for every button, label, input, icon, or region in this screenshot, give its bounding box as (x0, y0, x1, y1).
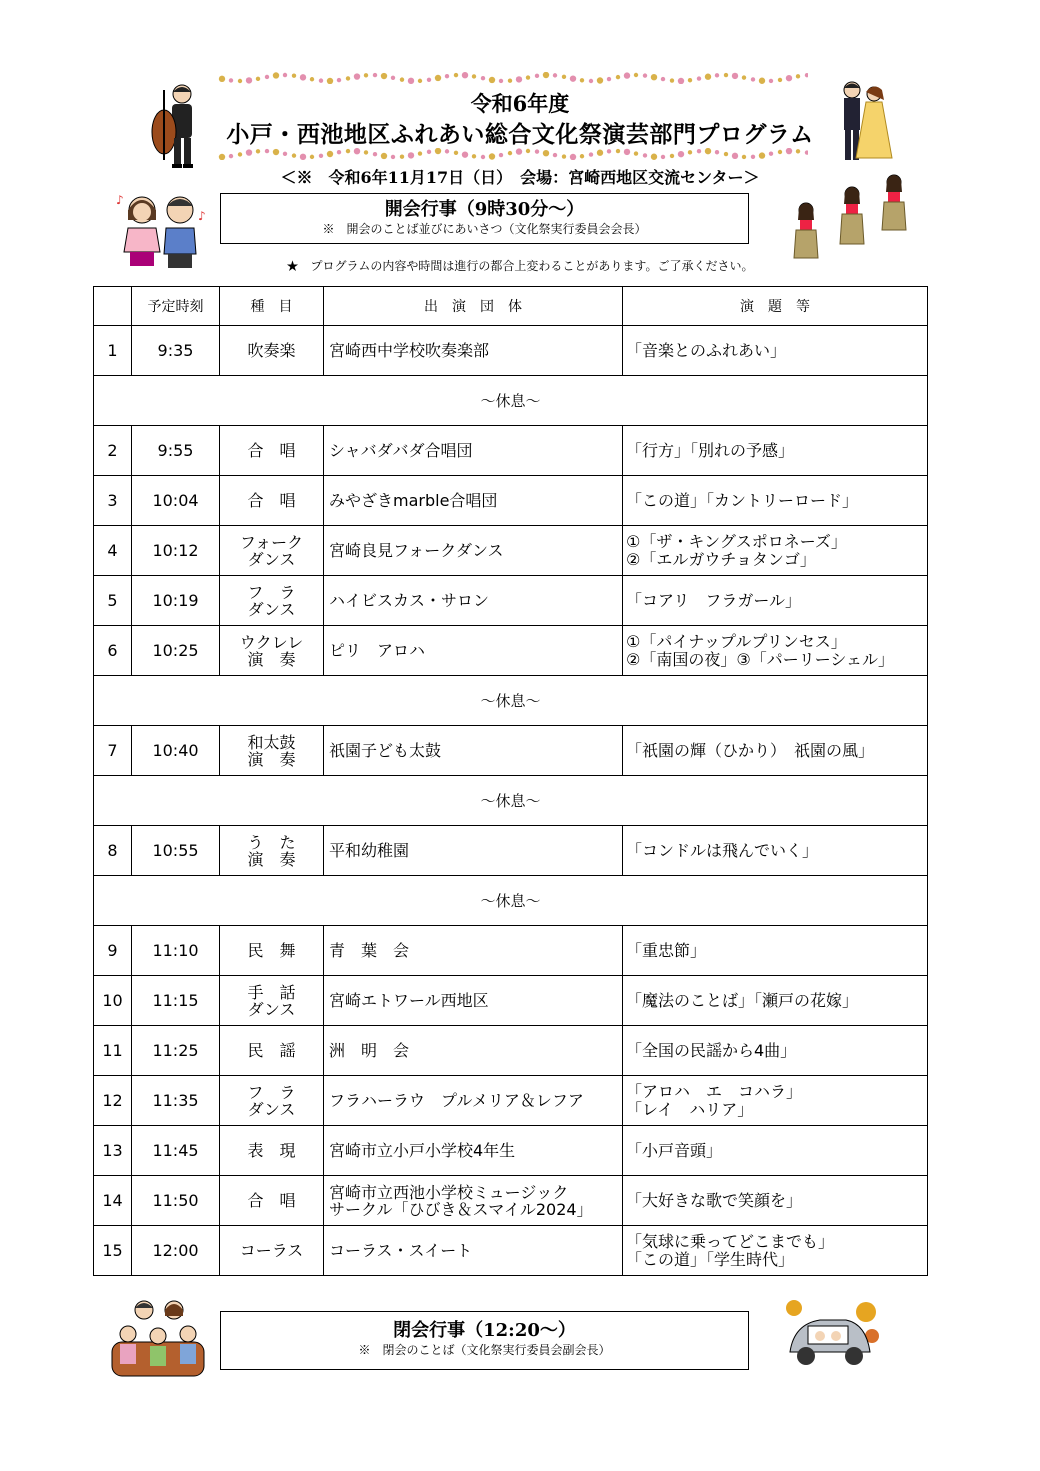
header-number (94, 287, 132, 326)
row-title (623, 526, 928, 576)
table-row (94, 476, 928, 526)
row-title-line: 「気球に乗ってどこまでも」 (626, 1231, 835, 1251)
row-title-line: ①「ザ・キングスポロネーズ」 (626, 531, 847, 551)
opening-title: 開会行事（9時30分～） (384, 199, 585, 220)
row-category (220, 726, 324, 776)
break-row (94, 776, 928, 826)
row-number: 13 (94, 1126, 132, 1176)
row-time: 11:50 (132, 1176, 220, 1226)
row-title-line: 「コアリ フラガール」 (626, 590, 802, 610)
table-row (94, 976, 928, 1026)
row-performer (324, 1076, 623, 1126)
cello-player-illustration (142, 80, 206, 172)
row-category-line: 吹奏楽 (247, 341, 296, 360)
row-time: 11:25 (132, 1026, 220, 1076)
row-number: 2 (94, 426, 132, 476)
row-category (220, 526, 324, 576)
row-title-line: 「重忠節」 (626, 940, 707, 960)
row-number: 9 (94, 926, 132, 976)
program-table (93, 286, 928, 1276)
row-category (220, 1076, 324, 1126)
car-autumn-illustration (780, 1296, 880, 1376)
row-title (623, 826, 928, 876)
row-performer (324, 826, 623, 876)
row-title (623, 1176, 928, 1226)
row-title-line: 「全国の民謡から4曲」 (626, 1040, 797, 1060)
row-category-line: フォーク (239, 532, 304, 552)
header-time: 予定時刻 (132, 287, 220, 326)
top-flower-garland (218, 72, 808, 84)
row-time: 9:55 (132, 426, 220, 476)
row-time: 10:12 (132, 526, 220, 576)
row-title (623, 976, 928, 1026)
row-category-line: 表 現 (247, 1141, 296, 1160)
row-category-line: 民 舞 (247, 941, 296, 960)
row-category-line: コーラス (239, 1241, 304, 1260)
row-performer (324, 476, 623, 526)
row-title (623, 926, 928, 976)
row-performer-line: みやざきmarble合唱団 (329, 491, 498, 510)
row-title-line: 「行方」「別れの予感」 (626, 440, 795, 460)
row-number: 11 (94, 1026, 132, 1076)
row-category (220, 1176, 324, 1226)
table-row (94, 926, 928, 976)
row-title-line: 「コンドルは飛んでいく」 (626, 840, 819, 860)
row-performer (324, 526, 623, 576)
row-number: 4 (94, 526, 132, 576)
row-category (220, 576, 324, 626)
row-number: 14 (94, 1176, 132, 1226)
table-row (94, 1176, 928, 1226)
title-year: 令和6年度 (470, 91, 570, 116)
row-performer-line: シャバダバダ合唱団 (329, 441, 473, 460)
row-time: 10:55 (132, 826, 220, 876)
hula-dancers-illustration (776, 168, 916, 268)
row-time: 11:15 (132, 976, 220, 1026)
row-category (220, 1026, 324, 1076)
row-title-line: 「この道」「学生時代」 (626, 1249, 795, 1269)
row-title-line: ②「エルガウチョタンゴ」 (626, 549, 816, 569)
row-category-line: 手 話 (247, 982, 296, 1002)
row-title-line: 「音楽とのふれあい」 (626, 340, 787, 360)
row-number: 8 (94, 826, 132, 876)
table-row (94, 1076, 928, 1126)
row-number: 5 (94, 576, 132, 626)
row-performer (324, 726, 623, 776)
row-performer (324, 926, 623, 976)
table-row (94, 526, 928, 576)
row-title-line: 「祇園の輝（ひかり） 祇園の風」 (626, 740, 875, 760)
header-performer: 出 演 団 体 (324, 287, 623, 326)
row-number: 1 (94, 326, 132, 376)
row-performer-line: 宮崎市立小戸小学校4年生 (329, 1141, 516, 1160)
row-time: 10:40 (132, 726, 220, 776)
closing-title: 閉会行事（12:20～） (393, 1320, 576, 1341)
row-time: 12:00 (132, 1226, 220, 1276)
row-title (623, 576, 928, 626)
row-category-line: ダンス (247, 599, 296, 619)
row-performer-line: サークル「ひびき＆スマイル2024」 (329, 1199, 593, 1219)
row-category-line: う た (247, 832, 296, 852)
row-title (623, 626, 928, 676)
row-performer (324, 1176, 623, 1226)
row-performer-line: 宮崎良見フォークダンス (329, 541, 504, 560)
row-number: 15 (94, 1226, 132, 1276)
row-title (623, 326, 928, 376)
row-category-line: 和太鼓 (247, 732, 296, 752)
row-performer (324, 976, 623, 1026)
row-number: 12 (94, 1076, 132, 1126)
svg-text:♪: ♪ (198, 209, 206, 223)
row-title-line: 「魔法のことば」「瀬戸の花嫁」 (626, 990, 859, 1010)
row-performer-line: 宮崎西中学校吹奏楽部 (329, 341, 490, 360)
row-time: 9:35 (132, 326, 220, 376)
table-row (94, 826, 928, 876)
row-time: 10:04 (132, 476, 220, 526)
row-performer (324, 1126, 623, 1176)
row-title (623, 426, 928, 476)
header-category: 種 目 (220, 287, 324, 326)
row-category (220, 976, 324, 1026)
row-category (220, 1226, 324, 1276)
row-performer (324, 426, 623, 476)
page-title: 小戸・西池地区ふれあい総合文化祭演芸部門プログラム (226, 121, 814, 148)
row-performer-line: 宮崎市立西池小学校ミュージック (329, 1182, 569, 1202)
row-category-line: ウクレレ (239, 632, 304, 652)
break-row (94, 676, 928, 726)
row-category-line: ダンス (247, 549, 296, 569)
row-title (623, 1026, 928, 1076)
row-title (623, 1076, 928, 1126)
row-time: 11:10 (132, 926, 220, 976)
break-row (94, 376, 928, 426)
row-category-line: 演 奏 (247, 749, 296, 769)
table-row (94, 1026, 928, 1076)
row-category (220, 926, 324, 976)
row-performer-line: 祇園子ども太鼓 (329, 741, 442, 760)
svg-text:♪: ♪ (116, 193, 124, 207)
row-number: 3 (94, 476, 132, 526)
row-performer (324, 576, 623, 626)
row-category-line: ダンス (247, 999, 296, 1019)
table-row (94, 1226, 928, 1276)
row-category (220, 476, 324, 526)
row-category-line: フ ラ (247, 582, 296, 602)
break-row (94, 876, 928, 926)
singers-illustration (110, 190, 210, 270)
opening-ceremony-box (220, 193, 749, 244)
opening-note: ※ 開会のことば並びにあいさつ（文化祭実行委員会会長） (322, 222, 647, 236)
row-title (623, 726, 928, 776)
row-number: 7 (94, 726, 132, 776)
family-illustration (108, 1298, 208, 1384)
table-row (94, 626, 928, 676)
row-category-line: フ ラ (247, 1082, 296, 1102)
row-category (220, 326, 324, 376)
row-time: 10:19 (132, 576, 220, 626)
schedule-notice: ★ プログラムの内容や時間は進行の都合上変わることがあります。ご了承ください。 (286, 259, 754, 273)
row-title-line: 「小戸音頭」 (626, 1140, 723, 1160)
row-category-line: ダンス (247, 1099, 296, 1119)
closing-note: ※ 閉会のことば（文化祭実行委員会副会長） (358, 1343, 611, 1357)
row-performer-line: コーラス・スイート (329, 1241, 473, 1260)
closing-ceremony-box (220, 1311, 749, 1370)
row-category-line: 民 謡 (247, 1041, 296, 1060)
table-row (94, 576, 928, 626)
row-category-line: 合 唱 (247, 1191, 296, 1210)
row-performer (324, 326, 623, 376)
table-row (94, 326, 928, 376)
break-label: ～休息～ (94, 376, 928, 426)
row-time: 11:35 (132, 1076, 220, 1126)
row-title (623, 1226, 928, 1276)
row-performer (324, 1226, 623, 1276)
row-performer (324, 626, 623, 676)
header-title: 演 題 等 (623, 287, 928, 326)
row-category (220, 826, 324, 876)
row-performer-line: フラハーラウ プルメリア＆レフア (329, 1091, 584, 1110)
table-row (94, 426, 928, 476)
row-category (220, 1126, 324, 1176)
row-category (220, 626, 324, 676)
date-venue: ＜※ 令和6年11月17日（日） 会場：宮崎西地区交流センター＞ (280, 168, 760, 187)
row-title-line: 「レイ ハリア」 (626, 1099, 754, 1119)
row-performer (324, 1026, 623, 1076)
row-performer-line: 宮崎エトワール西地区 (329, 991, 489, 1010)
row-performer-line: ハイビスカス・サロン (329, 591, 490, 610)
row-category (220, 426, 324, 476)
row-title-line: ①「パイナップルプリンセス」 (626, 631, 847, 651)
row-title-line: ②「南国の夜」③「パーリーシェル」 (626, 649, 895, 669)
row-category-line: 演 奏 (247, 649, 296, 669)
row-number: 6 (94, 626, 132, 676)
row-title (623, 1126, 928, 1176)
table-row (94, 1126, 928, 1176)
row-title (623, 476, 928, 526)
row-title-line: 「大好きな歌で笑顔を」 (626, 1190, 803, 1210)
row-category-line: 合 唱 (247, 441, 296, 460)
dancing-couple-illustration (826, 78, 896, 166)
row-title-line: 「この道」「カントリーロード」 (626, 490, 859, 510)
table-row (94, 726, 928, 776)
row-performer-line: 平和幼稚園 (329, 841, 410, 860)
break-label: ～休息～ (94, 876, 928, 926)
row-number: 10 (94, 976, 132, 1026)
row-category-line: 演 奏 (247, 849, 296, 869)
row-performer-line: 青 葉 会 (329, 941, 410, 960)
break-label: ～休息～ (94, 776, 928, 826)
row-performer-line: 洲 明 会 (329, 1041, 410, 1060)
row-title-line: 「アロハ エ コハラ」 (626, 1081, 803, 1101)
bottom-flower-garland (218, 148, 808, 160)
table-header-row (94, 287, 928, 326)
row-performer-line: ピリ アロハ (329, 641, 426, 660)
break-label: ～休息～ (94, 676, 928, 726)
row-time: 11:45 (132, 1126, 220, 1176)
row-category-line: 合 唱 (247, 491, 296, 510)
row-time: 10:25 (132, 626, 220, 676)
